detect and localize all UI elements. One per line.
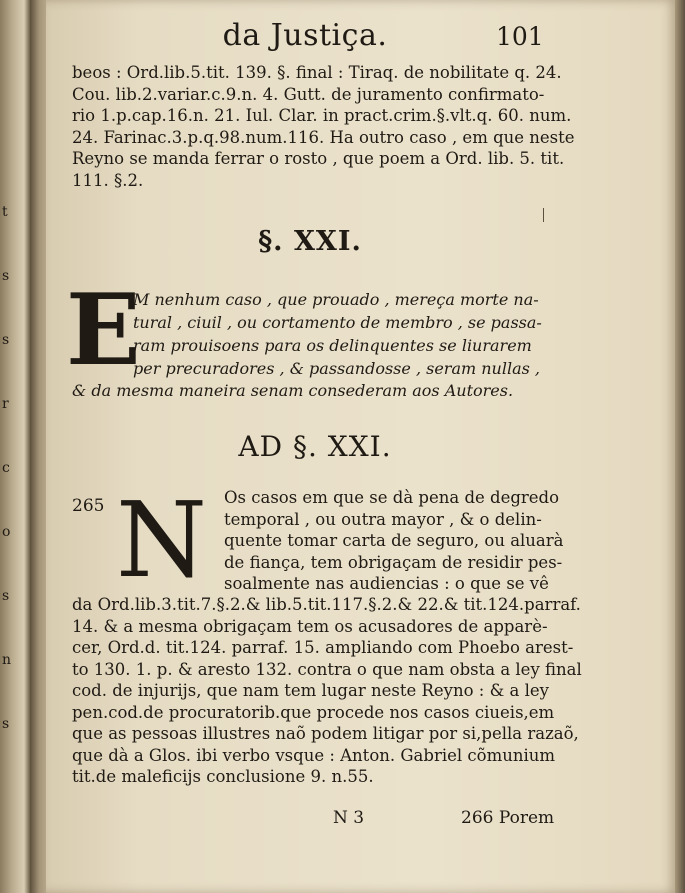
left-fragment: o [2, 524, 11, 540]
left-fragment: c [2, 460, 10, 476]
left-fragment: r [2, 396, 9, 412]
text-line: beos : Ord.lib.5.tit. 139. §. final : Tiraq. de nobilitate q. 24. [72, 63, 562, 82]
text-line: 111. §.2. [72, 170, 144, 190]
statute-line: per precuradores , & passandosse , seram nullas , [133, 359, 541, 378]
commentary-drop-cap: N [116, 479, 207, 601]
commentary-line: to 130. 1. p. & aresto 132. contra o que nam obsta a ley final [72, 659, 582, 679]
commentary-line: que dà a Glos. ibi verbo vsque : Anton. Gabriel cõmunium [72, 745, 556, 765]
statute-text [133, 288, 542, 380]
left-fragment: s [2, 332, 10, 348]
signature-mark: N 3 [333, 808, 365, 828]
commentary-line: quente tomar carta de seguro, ou aluarà [224, 531, 564, 550]
commentary-line: pen.cod.de procuratorib.que procede nos casos ciueis,em [72, 702, 555, 722]
commentary-line: soalmente nas audiencias : o que se vê [224, 574, 549, 593]
left-fragment: n [2, 652, 12, 668]
statute-line: M nenhum caso , que prouado , mereça morte na- [133, 290, 539, 309]
left-fragment: s [2, 716, 10, 732]
commentary-line: de fiança, tem obrigaçam de residir pes- [224, 552, 563, 572]
left-fragment: s [2, 268, 10, 284]
text-line: Reyno se manda ferrar o rosto , que poem a Ord. lib. 5. tit. [72, 149, 565, 168]
left-page-edge [0, 0, 30, 893]
top-paragraph [72, 62, 575, 191]
commentary-line: tit.de maleficijs conclusione 9. n.55. [72, 767, 374, 786]
commentary-indented [224, 487, 564, 595]
page-number: 101 [496, 22, 544, 51]
paragraph-number: 265 [72, 496, 105, 516]
page-right-edge [675, 0, 685, 893]
commentary-line: cod. de injurijs, que nam tem lugar neste Reyno : & a ley [72, 681, 549, 700]
text-line: rio 1.p.cap.16.n. 21. Iul. Clar. in pract.crim.§.vlt.q. 60. num. [72, 106, 572, 125]
commentary-line: que as pessoas illustres naõ podem litigar por si,pella razaõ, [72, 724, 579, 743]
commentary-heading: AD §. XXI. [238, 430, 392, 463]
commentary-line: cer, Ord.d. tit.124. parraf. 15. ampliando com Phoebo arest- [72, 638, 574, 657]
commentary-line: temporal , ou outra mayor , & o delin- [224, 509, 542, 529]
statute-line: ram prouisoens para os delinquentes se liurarem [133, 336, 532, 355]
left-fragment: t [2, 204, 8, 220]
catchword: 266 Porem [461, 808, 555, 828]
left-page-fragments [2, 180, 22, 756]
section-heading: §. XXI. [258, 226, 362, 257]
statute-last-line: & da mesma maneira senam consederam aos Autores. [72, 381, 514, 400]
left-fragment: s [2, 588, 10, 604]
commentary-line: 14. & a mesma obrigaçam tem os acusadores de apparè- [72, 616, 548, 636]
ink-mark [543, 208, 544, 222]
text-line: Cou. lib.2.variar.c.9.n. 4. Gutt. de juramento confirmato- [72, 84, 545, 104]
statute-drop-cap: E [66, 273, 141, 388]
running-title: da Justiça. [222, 18, 388, 53]
commentary-line: Os casos em que se dà pena de degredo [224, 488, 560, 507]
text-line: 24. Farinac.3.p.q.98.num.116. Ha outro caso , em que neste [72, 127, 575, 147]
commentary-line: da Ord.lib.3.tit.7.§.2.& lib.5.tit.117.§.2.& 22.& tit.124.parraf. [72, 595, 581, 614]
commentary-full [72, 594, 582, 788]
statute-line: tural , ciuil , ou cortamento de membro , se passa- [133, 313, 542, 332]
